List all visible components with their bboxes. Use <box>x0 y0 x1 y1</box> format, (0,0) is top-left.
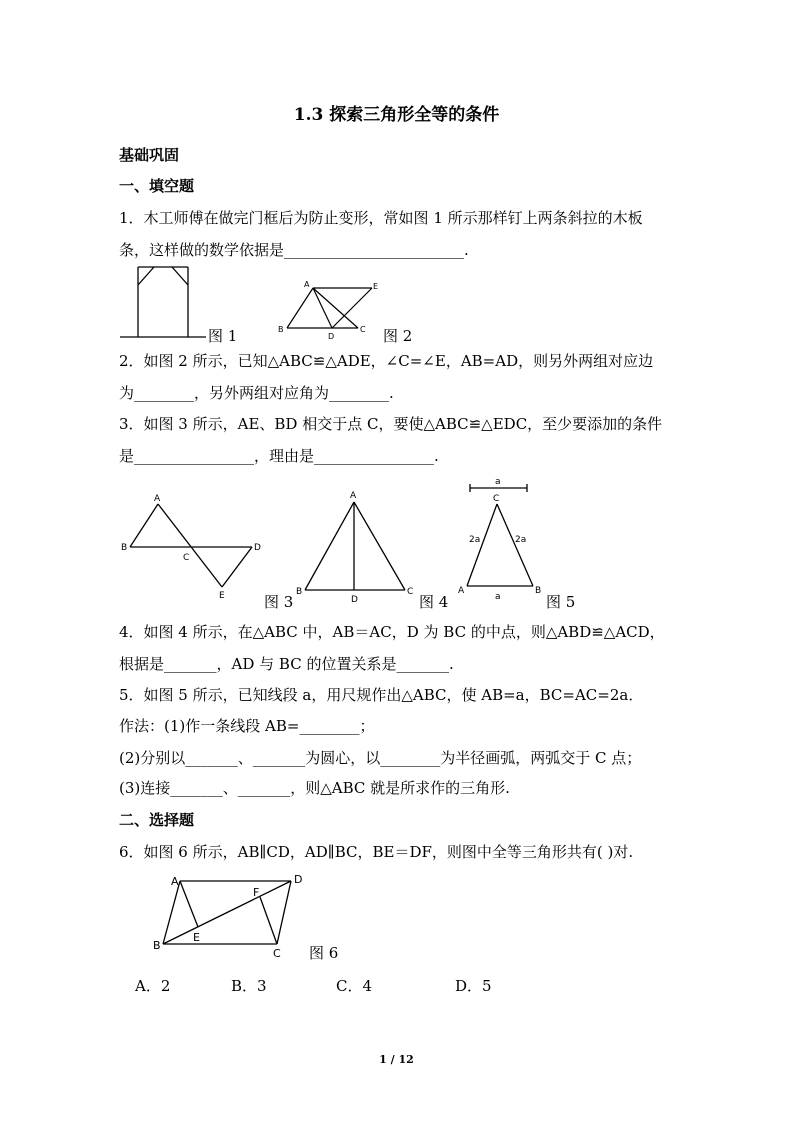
fig3-label-c: C <box>183 553 190 563</box>
fig3-label-e: E <box>219 591 225 601</box>
fig5-label-2a-left: 2a <box>469 535 481 545</box>
fig3-label-a: A <box>154 494 161 504</box>
fig5-label-2a-right: 2a <box>515 535 527 545</box>
fig2-label-a: A <box>304 280 310 289</box>
q1-line1: 1．木工师傅在做完门框后为防止变形，常如图 1 所示那样钉上两条斜拉的木板 <box>119 209 643 227</box>
fig5-label-c: C <box>493 494 500 504</box>
q5-line3: (2)分别以_______、_______为圆心，以________为半径画弧，两弧交于 C 点； <box>119 749 642 767</box>
fig6-label-c: C <box>273 947 281 960</box>
fig4-label-d: D <box>351 595 358 605</box>
section-fill-blank: 一、填空题 <box>119 177 195 195</box>
page-number: 1 / 12 <box>379 1053 414 1066</box>
q2-line2: 为________，另外两组对应角为________. <box>119 384 394 402</box>
figure-3 <box>118 492 268 602</box>
figure-5-caption: 图 5 <box>546 593 576 611</box>
q1-line2: 条，这样做的数学依据是________________________. <box>119 241 469 259</box>
fig2-label-c: C <box>360 325 366 334</box>
q3-line2: 是________________，理由是________________. <box>119 447 439 465</box>
section-basic: 基础巩固 <box>119 146 180 164</box>
fig5-label-seg-a: a <box>495 477 501 487</box>
option-d[interactable]: D．5 <box>455 977 492 995</box>
fig2-label-e: E <box>373 282 379 291</box>
figure-2 <box>275 280 385 345</box>
fig5-label-base-a: a <box>495 592 501 602</box>
fig6-label-b: B <box>153 939 161 952</box>
figure-1-caption: 图 1 <box>208 327 238 345</box>
figure-4-caption: 图 4 <box>419 593 449 611</box>
fig4-label-c: C <box>407 587 414 597</box>
q3-line1: 3．如图 3 所示，AE、BD 相交于点 C，要使△ABC≌△EDC，至少要添加的条件 <box>119 415 663 433</box>
q6-line1: 6．如图 6 所示，AB∥CD，AD∥BC，BE＝DF，则图中全等三角形共有( )对. <box>119 843 634 861</box>
fig2-label-d: D <box>328 332 335 341</box>
fig6-label-a: A <box>171 875 179 888</box>
fig3-label-d: D <box>254 543 261 553</box>
fig6-label-f: F <box>253 886 260 899</box>
figure-4 <box>288 488 423 606</box>
fig5-label-a: A <box>458 586 465 596</box>
fig2-label-b: B <box>278 325 284 334</box>
option-c[interactable]: C．4 <box>336 977 373 995</box>
q4-line1: 4．如图 4 所示，在△ABC 中，AB＝AC，D 为 BC 的中点，则△ABD≌△ACD， <box>119 623 665 641</box>
q4-line2: 根据是_______，AD 与 BC 的位置关系是_______. <box>119 655 454 673</box>
option-a[interactable]: A．2 <box>135 977 171 995</box>
figure-2-caption: 图 2 <box>383 327 413 345</box>
figure-6-caption: 图 6 <box>309 944 339 962</box>
fig3-label-b: B <box>121 543 128 553</box>
figure-6 <box>150 868 310 963</box>
figure-3-caption: 图 3 <box>264 593 294 611</box>
page-title: 1.3 探索三角形全等的条件 <box>293 105 500 125</box>
fig6-label-e: E <box>193 931 200 944</box>
figure-5 <box>455 474 555 604</box>
option-b[interactable]: B．3 <box>231 977 267 995</box>
fig5-label-b: B <box>535 586 542 596</box>
q5-line1: 5．如图 5 所示，已知线段 a，用尺规作出△ABC，使 AB=a，BC=AC=2a． <box>119 686 644 704</box>
fig6-label-d: D <box>294 873 303 886</box>
q2-line1: 2．如图 2 所示，已知△ABC≌△ADE，∠C=∠E，AB=AD，则另外两组对应边 <box>119 352 654 370</box>
fig4-label-b: B <box>296 587 303 597</box>
fig4-label-a: A <box>350 491 357 501</box>
q5-line4: (3)连接_______、_______，则△ABC 就是所求作的三角形. <box>119 779 510 797</box>
q5-line2: 作法：(1)作一条线段 AB=________； <box>119 717 375 735</box>
section-choice: 二、选择题 <box>119 811 195 829</box>
